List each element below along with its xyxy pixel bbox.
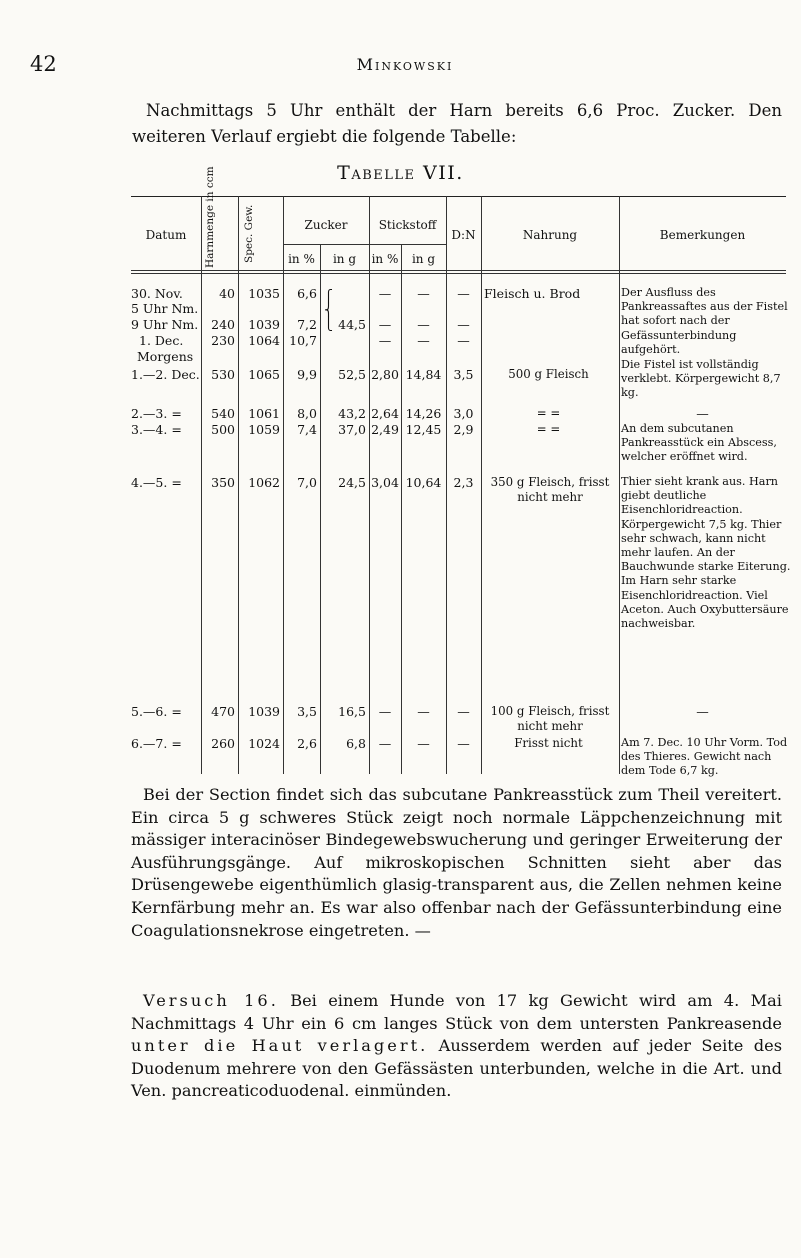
table-cell: 1035 bbox=[248, 286, 280, 301]
table-cell: 9 Uhr Nm. bbox=[131, 317, 199, 332]
table-cell: 6,8 bbox=[346, 736, 366, 751]
table-cell: 1. Dec. bbox=[139, 333, 184, 348]
spaced-emphasis: unter die Haut verlagert. bbox=[131, 1036, 429, 1056]
table-cell: 100 g Fleisch, frisst nicht mehr bbox=[490, 704, 610, 733]
table-cell: 530 bbox=[211, 367, 235, 382]
table-cell: 1061 bbox=[248, 406, 280, 421]
page-number: 42 bbox=[30, 52, 57, 76]
table-cell: 14,26 bbox=[405, 406, 442, 421]
table-cell: 10,7 bbox=[289, 333, 317, 348]
table-cell: 3,04 bbox=[371, 475, 399, 490]
table-cell: = = bbox=[536, 422, 561, 436]
header-stickstoff-g: in g bbox=[411, 252, 436, 266]
header-harnmenge: Harnmenge in ccm bbox=[204, 166, 216, 268]
table-cell: Am 7. Dec. 10 Uhr Vorm. Tod des Thieres. Gewicht nach dem Tode 6,7 kg. bbox=[621, 736, 788, 778]
header-rule bbox=[131, 270, 786, 271]
table-cell: 230 bbox=[211, 333, 235, 348]
table-cell: 470 bbox=[211, 704, 235, 719]
table-cell: 540 bbox=[211, 406, 235, 421]
header-zucker-g: in g bbox=[332, 252, 357, 266]
table-cell: 1024 bbox=[248, 736, 280, 751]
table-cell: 2,6 bbox=[297, 736, 317, 751]
table-cell: 1039 bbox=[248, 317, 280, 332]
table-cell: 16,5 bbox=[338, 704, 366, 719]
table-cell: 24,5 bbox=[338, 475, 366, 490]
table-cell: Fleisch u. Brod bbox=[484, 286, 581, 301]
header-zucker: Zucker bbox=[304, 218, 348, 232]
table-cell: — bbox=[696, 704, 709, 719]
table-cell: 500 g Fleisch bbox=[508, 367, 589, 381]
table-cell: 2,49 bbox=[371, 422, 399, 437]
header-rule-2 bbox=[131, 273, 786, 274]
brace: ⎧ ⎨ ⎩ bbox=[324, 289, 333, 331]
table-cell: Thier sieht krank aus. Harn giebt deutliche Eisenchloridreaction. Körpergewicht 7,5 kg. Thier sehr schwach, kann nicht mehr laufen. An der Bauchwunde starke Eiterung. Im Harn sehr starke Eisenchloridreaction. Viel Aceton. Auch Oxybuttersäure nachweisbar. bbox=[621, 475, 791, 631]
table-cell: 43,2 bbox=[338, 406, 366, 421]
table-cell: 7,2 bbox=[297, 317, 317, 332]
table-cell: 1062 bbox=[248, 475, 280, 490]
table-cell: 7,4 bbox=[297, 422, 317, 437]
table-cell: 350 bbox=[211, 475, 235, 490]
table-cell: 6.—7. = bbox=[131, 736, 182, 751]
versuch-label: Versuch 16. bbox=[143, 991, 279, 1010]
table-cell: 44,5 bbox=[338, 317, 366, 332]
table-cell: = = bbox=[536, 406, 561, 420]
header-stickstoff: Stickstoff bbox=[378, 218, 437, 232]
table-cell: 10,64 bbox=[405, 475, 442, 490]
running-head: Minkowski bbox=[356, 55, 454, 74]
table-cell: — bbox=[696, 406, 709, 421]
table-cell: 2.—3. = bbox=[131, 406, 182, 421]
section-paragraph: Bei der Section findet sich das subcutane Pankreasstück zum Theil vereitert. Ein circa 5 g schweres Stück zeigt noch normale Läppchenzeichnung mit mässiger interacinöser Bindegewebswucherung und geringer Erweiterung der Ausführungsgänge. Auf mikroskopischen Schnitten sieht aber das Drüsengewebe eigenthümlich glasig-transparent aus, die Zellen nehmen keine Kernfärbung mehr an. Es war also offenbar nach der Gefässunterbindung eine Coagulationsnekrose eingetreten. — bbox=[131, 785, 782, 940]
table-cell: — bbox=[457, 704, 470, 719]
table-cell: — bbox=[457, 286, 470, 301]
table-cell: — bbox=[378, 704, 392, 719]
table-cell: 7,0 bbox=[297, 475, 317, 490]
versuch-paragraph: Versuch 16. Bei einem Hunde von 17 kg Gewicht wird am 4. Mai Nachmittags 4 Uhr ein 6 cm langes Stück von dem untersten Pankreasende unter die Haut verlagert. Ausserdem werden auf jeder Seite des Duodenum mehrere von den Gefässästen unterbunden, welche in die Art. und Ven. pancreaticoduodenal. einmünden. bbox=[131, 991, 782, 1101]
table-title: Tabelle VII. bbox=[337, 162, 464, 184]
page-header bbox=[30, 52, 780, 82]
header-spec-gew: Spec. Gew. bbox=[243, 204, 255, 264]
table-cell: — bbox=[378, 333, 392, 348]
table-cell: 3.—4. = bbox=[131, 422, 182, 437]
header-bemerkungen: Bemerkungen bbox=[659, 228, 746, 242]
table-cell: 8,0 bbox=[297, 406, 317, 421]
table-cell: An dem subcutanen Pankreasstück ein Abscess, welcher eröffnet wird. bbox=[621, 422, 777, 464]
table-cell: 240 bbox=[211, 317, 235, 332]
table-cell: 5.—6. = bbox=[131, 704, 182, 719]
table-cell: — bbox=[378, 317, 392, 332]
table-cell: 37,0 bbox=[338, 422, 366, 437]
table-cell: — bbox=[417, 286, 430, 301]
table-cell: — bbox=[457, 736, 470, 751]
table-cell: — bbox=[417, 333, 430, 348]
table-cell: Der Ausfluss des Pankreassaftes aus der Fistel hat sofort nach der Gefässunterbindung aufgehört. bbox=[621, 286, 788, 356]
table-cell: 1064 bbox=[248, 333, 280, 348]
table-cell: 2,3 bbox=[453, 475, 474, 490]
table-cell: 1.—2. Dec. bbox=[131, 367, 200, 382]
header-nahrung: Nahrung bbox=[522, 228, 578, 242]
table-cell: Frisst nicht bbox=[514, 736, 583, 750]
table-cell: 14,84 bbox=[405, 367, 442, 382]
table-cell: 52,5 bbox=[338, 367, 366, 382]
table-cell: 3,0 bbox=[453, 406, 474, 421]
table-cell: 1039 bbox=[248, 704, 280, 719]
table-cell: 2,64 bbox=[371, 406, 399, 421]
table-cell: — bbox=[417, 704, 430, 719]
header-zucker-pct: in % bbox=[288, 252, 315, 266]
table-cell: 350 g Fleisch, frisst nicht mehr bbox=[490, 475, 610, 504]
table-top-rule bbox=[131, 196, 786, 197]
header-datum: Datum bbox=[145, 228, 187, 242]
intro-paragraph: Nachmittags 5 Uhr enthält der Harn bereits 6,6 Proc. Zucker. Den weiteren Verlauf ergiebt die folgende Tabelle: bbox=[132, 101, 782, 146]
table-cell: 3,5 bbox=[297, 704, 317, 719]
table-cell: Die Fistel ist vollständig verklebt. Körpergewicht 8,7 kg. bbox=[621, 358, 781, 400]
table-cell: 4.—5. = bbox=[131, 475, 182, 490]
table-cell: — bbox=[378, 736, 392, 751]
table-cell: 260 bbox=[211, 736, 235, 751]
table-cell: 12,45 bbox=[405, 422, 442, 437]
header-dn: D:N bbox=[451, 228, 476, 242]
table-cell: — bbox=[417, 736, 430, 751]
table-cell: 500 bbox=[211, 422, 235, 437]
table-cell: 3,5 bbox=[453, 367, 474, 382]
table-cell: — bbox=[417, 317, 430, 332]
table-cell: — bbox=[378, 286, 392, 301]
table-cell: 2,80 bbox=[371, 367, 399, 382]
table-cell: Morgens bbox=[137, 349, 194, 364]
table-cell: — bbox=[457, 317, 470, 332]
table-cell: 9,9 bbox=[297, 367, 317, 382]
table-cell: 1065 bbox=[248, 367, 280, 382]
header-stickstoff-pct: in % bbox=[371, 252, 399, 266]
table-cell: — bbox=[457, 333, 470, 348]
table-cell: 2,9 bbox=[453, 422, 474, 437]
table-cell: 40 bbox=[219, 286, 235, 301]
table-cell: 6,6 bbox=[297, 286, 317, 301]
table-cell: 1059 bbox=[248, 422, 280, 437]
table-cell: 30. Nov. bbox=[131, 286, 183, 301]
table-cell: 5 Uhr Nm. bbox=[131, 301, 199, 316]
